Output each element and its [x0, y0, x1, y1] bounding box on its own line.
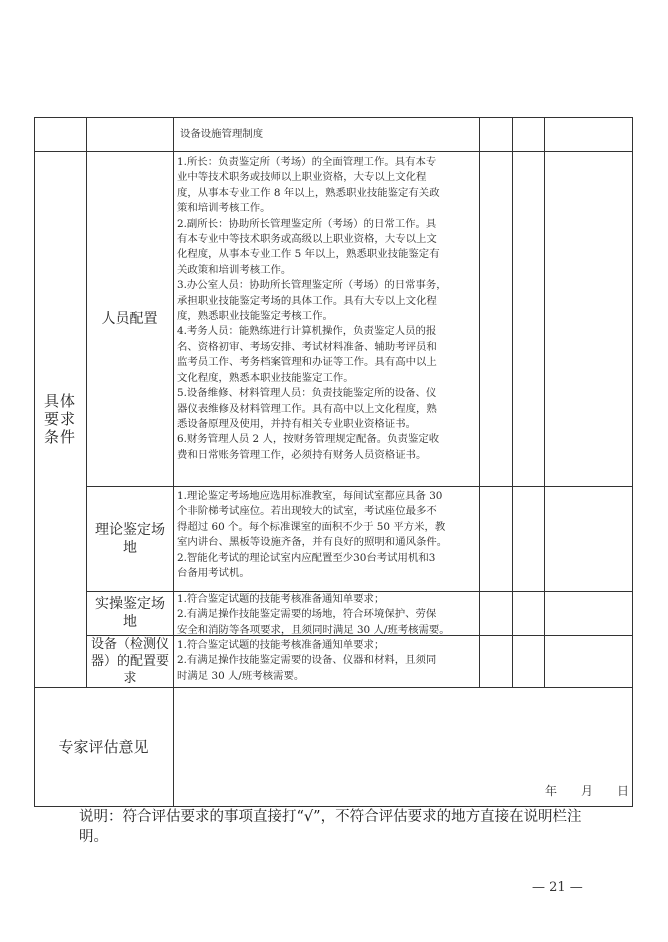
- section-label-practical-site: 实操鉴定场地: [95, 596, 165, 630]
- date-day-label: 日: [617, 784, 630, 798]
- explanation-note: 说明：符合评估要求的事项直接打“√”，不符合评估要求的地方直接在说明栏注明。: [79, 809, 582, 845]
- column-divider: [512, 117, 513, 687]
- section-label-equipment: 设备（检测仪器）的配置要求: [90, 636, 169, 686]
- page-number: — 21 —: [532, 880, 583, 895]
- column-divider: [173, 117, 174, 807]
- section-label-personnel: 人员配置: [101, 310, 158, 327]
- column-divider: [544, 117, 545, 687]
- assessment-table: [34, 117, 633, 807]
- top-row-text: 设备设施管理制度: [180, 128, 264, 140]
- row-divider: [86, 486, 633, 487]
- section-label-theory-site: 理论鉴定场地: [95, 521, 165, 556]
- column-divider: [479, 117, 480, 687]
- section-content-equipment: 1.符合鉴定试题的技能考核准备通知单要求； 2.有满足操作技能鉴定需要的设备、仪器和材料，且须同 时满足 30 人/班考核需要。: [177, 639, 437, 682]
- table-border-right: [632, 117, 633, 807]
- section-content-theory-site: 1.理论鉴定考场地应选用标准教室，每间试室都应具备 30 个非阶梯考试座位。若出现较大的试室，考试座位最多不 得超过 60 个。每个标准课室的面积不少于 50 平方米，教 室内讲台、黑板等设施齐备，并有良好的照明和通风条件。 2.智能化考试的理论试室内应配置至少30台考试用机和3 台备用考试机。: [177, 490, 448, 580]
- section-content-personnel: 1.所长：负责鉴定所（考场）的全面管理工作。具有本专 业中等技术职务或技师以上职业资格，大专以上文化程 度，从事本专业工作 8 年以上，熟悉职业技能鉴定有关政 策和培训考核工作。 2.副所长：协助所长管理鉴定所（考场）的日常工作。具 有本专业中等技术职务或高级以上职业资格，大专以上文 化程度，从事本专业工作 5 年以上，熟悉职业技能鉴定有 关政策和培训考核工作。 3.办公室人员：协助所长管理鉴定所（考场）的日常事务， 承担职业技能鉴定考场的具体工作。具有大专以上文化程 度，熟悉职业技能鉴定考核工作。 4.考务人员：能熟练进行计算机操作，负责鉴定人员的报 名、资格初审、考场安排、考试材料准备、辅助考评员和 监考员工作、考务档案管理和办证等工作。具有高中以上 文化程度，熟悉本职业技能鉴定工作。 5.设备维修、材料管理人员：负责技能鉴定所的设备、仪 器仪表维修及材料管理工作。具有高中以上文化程度，熟 悉设备原理及使用，并持有相关专业职业资格证书。 6.财务管理人员 2 人，按财务管理规定配备。负责鉴定收 费和日常账务管理工作，必须持有财务人员资格证书。: [177, 156, 447, 461]
- main-category-label: 具体 要求 条件: [43, 392, 76, 446]
- section-content-practical-site: 1.符合鉴定试题的技能考核准备通知单要求； 2.有满足操作技能鉴定需要的场地，符合环境保护、劳保 安全和消防等各项要求，且须同时满足 30 人/班考核需要。: [177, 593, 450, 636]
- date-year-label: 年: [545, 784, 558, 798]
- expert-opinion-label: 专家评估意见: [58, 737, 149, 756]
- date-month-label: 月: [581, 784, 594, 798]
